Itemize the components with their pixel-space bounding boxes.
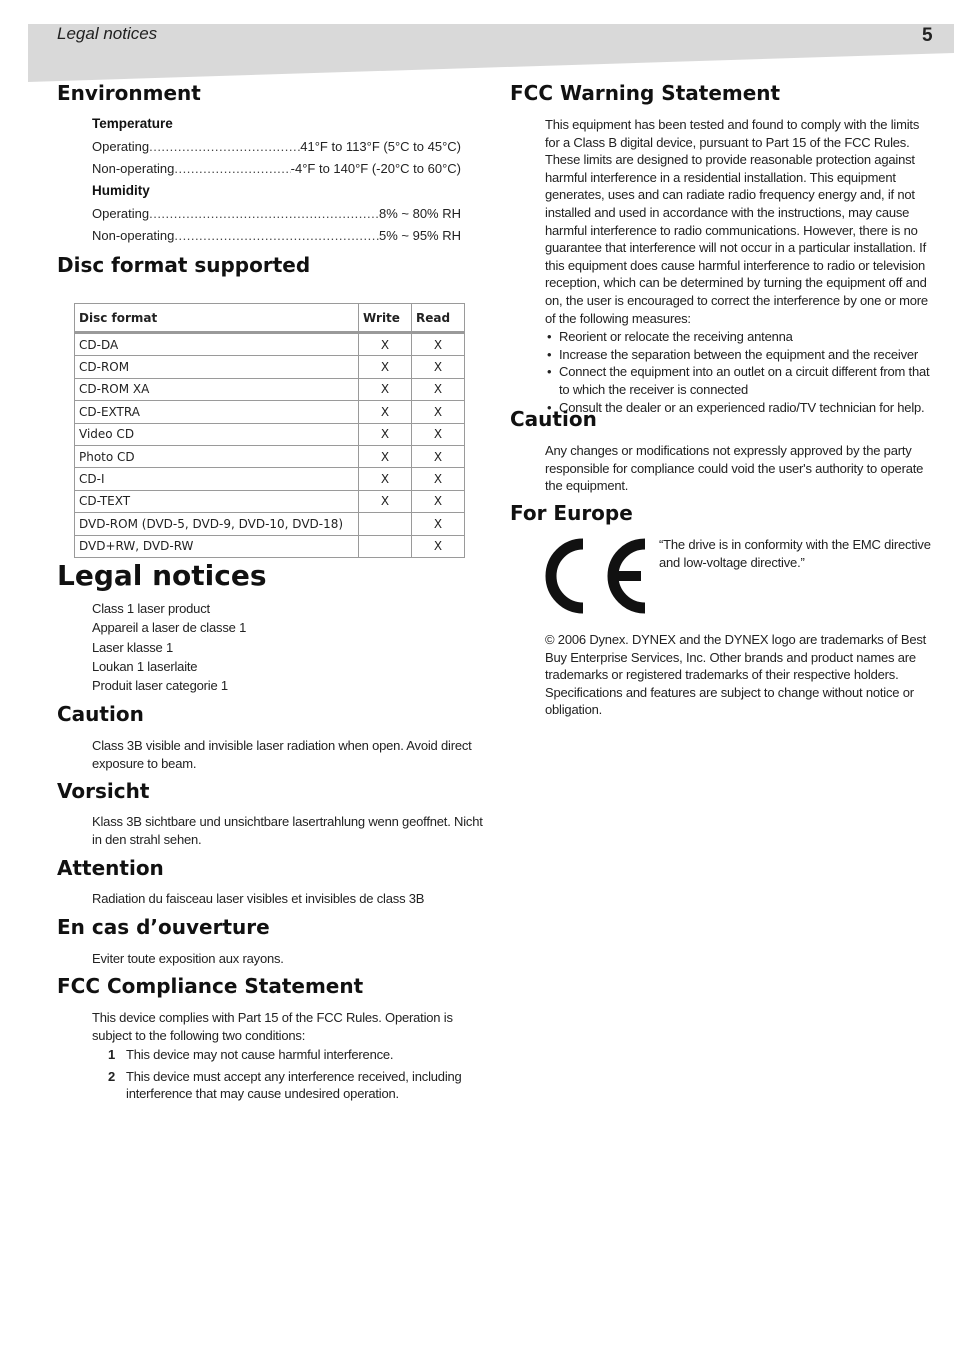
write-cell: X bbox=[359, 333, 412, 356]
legal-lines bbox=[92, 599, 246, 695]
spec-row bbox=[92, 228, 461, 243]
dot-leader bbox=[174, 228, 379, 243]
attention-heading: Attention bbox=[57, 856, 164, 880]
list-item bbox=[92, 1068, 487, 1103]
en-cas-text: Eviter toute exposition aux rayons. bbox=[92, 951, 284, 966]
ce-mark-icon bbox=[545, 538, 649, 614]
read-cell: X bbox=[412, 333, 465, 356]
disc-format-cell: CD-EXTRA bbox=[75, 401, 359, 423]
list-number: 2 bbox=[108, 1068, 116, 1084]
table-row bbox=[75, 401, 465, 423]
caution-heading: Caution bbox=[57, 702, 144, 726]
write-cell bbox=[359, 513, 412, 535]
legal-line: Class 1 laser product bbox=[92, 601, 210, 616]
spec-label: Operating bbox=[92, 139, 150, 154]
write-cell: X bbox=[359, 401, 412, 423]
dot-leader bbox=[174, 161, 290, 176]
environment-heading: Environment bbox=[57, 81, 201, 105]
spec-label: Non-operating bbox=[92, 228, 175, 243]
fcc-compliance-intro: This device complies with Part 15 of the FCC Rules. Operation is subject to the following two conditions: bbox=[92, 1010, 453, 1043]
europe-quote: “The drive is in conformity with the EMC directive and low-voltage directive.” bbox=[659, 537, 931, 570]
write-cell: X bbox=[359, 356, 412, 378]
legal-line: Produit laser categorie 1 bbox=[92, 678, 228, 694]
column-header: Write bbox=[359, 304, 412, 333]
spec-value: -4°F to 140°F (-20°C to 60°C) bbox=[290, 161, 461, 176]
spec-value: 5% ~ 95% RH bbox=[378, 228, 461, 243]
disc-format-cell: DVD+RW, DVD-RW bbox=[75, 535, 359, 557]
list-item: • Consult the dealer or an experienced radio/TV technician for help. bbox=[525, 399, 937, 417]
column-header: Read bbox=[412, 304, 465, 333]
read-cell: X bbox=[412, 468, 465, 490]
vorsicht-text: Klass 3B sichtbare und unsichtbare lasertrahlung wenn geoffnet. Nicht in den strahl sehen. bbox=[92, 814, 483, 847]
read-cell: X bbox=[412, 378, 465, 400]
list-item-text: This device may not cause harmful interference. bbox=[126, 1047, 394, 1063]
fcc-measures-list bbox=[525, 328, 937, 416]
en-cas-heading: En cas d’ouverture bbox=[57, 915, 270, 939]
read-cell: X bbox=[412, 513, 465, 535]
table-row bbox=[75, 378, 465, 400]
table-row bbox=[75, 535, 465, 557]
disc-format-cell: Photo CD bbox=[75, 445, 359, 467]
write-cell: X bbox=[359, 490, 412, 512]
caution-text-right: Any changes or modifications not expressly approved by the party responsible for compliance could void the user's authority to operate the equipment. bbox=[545, 443, 924, 494]
disc-format-cell: CD-DA bbox=[75, 333, 359, 356]
disc-format-cell: CD-TEXT bbox=[75, 490, 359, 512]
dot-leader bbox=[149, 139, 300, 154]
fcc-warning-heading: FCC Warning Statement bbox=[510, 81, 781, 105]
humidity-label: Humidity bbox=[92, 183, 150, 198]
read-cell: X bbox=[412, 490, 465, 512]
list-number: 1 bbox=[108, 1047, 116, 1063]
caution-text: Class 3B visible and invisible laser radiation when open. Avoid direct exposure to beam. bbox=[92, 738, 472, 771]
legal-line: Appareil a laser de classe 1 bbox=[92, 620, 247, 636]
disc-format-cell: CD-I bbox=[75, 468, 359, 490]
disc-format-table-body bbox=[75, 333, 465, 558]
read-cell: X bbox=[412, 535, 465, 557]
spec-value: 41°F to 113°F (5°C to 45°C) bbox=[300, 139, 461, 154]
read-cell: X bbox=[412, 445, 465, 467]
read-cell: X bbox=[412, 356, 465, 378]
spec-value: 8% ~ 80% RH bbox=[378, 206, 461, 221]
disc-format-table bbox=[74, 303, 465, 558]
fcc-conditions-list bbox=[92, 1046, 487, 1103]
fcc-compliance-text bbox=[92, 1009, 487, 1103]
table-row bbox=[75, 333, 465, 356]
list-item bbox=[92, 1046, 487, 1064]
table-row bbox=[75, 356, 465, 378]
write-cell: X bbox=[359, 378, 412, 400]
temperature-label: Temperature bbox=[92, 116, 173, 131]
fcc-warning-text bbox=[545, 116, 937, 416]
write-cell: X bbox=[359, 468, 412, 490]
header-band bbox=[28, 24, 954, 82]
dot-leader bbox=[149, 206, 379, 221]
write-cell bbox=[359, 535, 412, 557]
attention-text: Radiation du faisceau laser visibles et invisibles de class 3B bbox=[92, 891, 425, 906]
vorsicht-heading: Vorsicht bbox=[57, 779, 150, 803]
list-item: • Connect the equipment into an outlet on a circuit different from that to which the receiver is connected bbox=[525, 363, 937, 398]
fcc-warning-paragraph: This equipment has been tested and found to comply with the limits for a Class B digital device, pursuant to Part 15 of the FCC Rules. These limits are designed to provide reasonable protection against harmful interference in a residential installation. This equipment generates, uses and can radiate radio frequency energy and, if not installed and used in accordance with the instructions, may cause harmful interference to radio communications. However, there is no guarantee that interference will not occur in a particular installation. If this equipment does cause harmful interference to radio or television reception, which can be determined by turning the equipment off and on, the user is encouraged to correct the interference by one or more of the following measures: bbox=[545, 117, 928, 326]
spec-label: Non-operating bbox=[92, 161, 175, 176]
read-cell: X bbox=[412, 401, 465, 423]
table-row bbox=[75, 423, 465, 445]
disc-format-cell: Video CD bbox=[75, 423, 359, 445]
table-header-row bbox=[75, 304, 465, 333]
disc-format-cell: DVD-ROM (DVD-5, DVD-9, DVD-10, DVD-18) bbox=[75, 513, 359, 535]
disc-format-cell: CD-ROM XA bbox=[75, 378, 359, 400]
read-cell: X bbox=[412, 423, 465, 445]
page-number: 5 bbox=[922, 25, 933, 46]
table-row bbox=[75, 445, 465, 467]
spec-row bbox=[92, 206, 461, 221]
write-cell: X bbox=[359, 423, 412, 445]
list-item: • Reorient or relocate the receiving antenna bbox=[525, 328, 937, 346]
write-cell: X bbox=[359, 445, 412, 467]
spec-row bbox=[92, 139, 461, 154]
spec-row bbox=[92, 161, 461, 176]
list-item: • Increase the separation between the equipment and the receiver bbox=[525, 346, 937, 364]
caution-heading-right: Caution bbox=[510, 407, 597, 431]
disc-format-cell: CD-ROM bbox=[75, 356, 359, 378]
fcc-compliance-heading: FCC Compliance Statement bbox=[57, 974, 364, 998]
spec-label: Operating bbox=[92, 206, 150, 221]
legal-notices-heading: Legal notices bbox=[57, 559, 267, 592]
legal-line: Loukan 1 laserlaite bbox=[92, 658, 198, 674]
table-row bbox=[75, 468, 465, 490]
copyright-text: © 2006 Dynex. DYNEX and the DYNEX logo are trademarks of Best Buy Enterprise Services, Inc. Other brands and product names are trademarks or registered trademarks of their respective holders. Specifications and features are subject to change without notice or obligation. bbox=[545, 632, 927, 718]
table-row bbox=[75, 490, 465, 512]
disc-format-heading: Disc format supported bbox=[57, 253, 311, 277]
for-europe-heading: For Europe bbox=[510, 501, 633, 525]
running-header-title: Legal notices bbox=[57, 24, 158, 43]
list-item-text: This device must accept any interference received, including interference that may cause undesired operation. bbox=[126, 1068, 462, 1102]
table-row bbox=[75, 513, 465, 535]
column-header: Disc format bbox=[75, 304, 359, 333]
legal-line: Laser klasse 1 bbox=[92, 639, 174, 655]
